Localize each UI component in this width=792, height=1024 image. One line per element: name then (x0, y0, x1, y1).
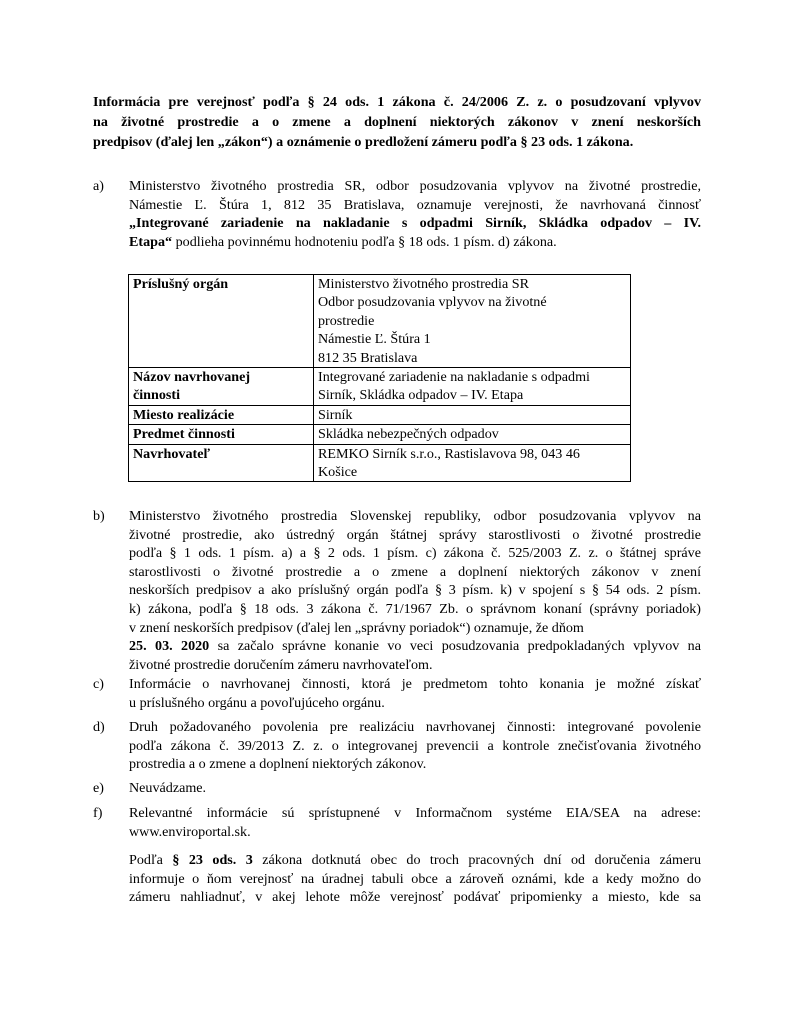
law-section: § 23 ods. 3 (172, 852, 253, 868)
value-line: Integrované zariadenie na nakladanie s odpadmi (318, 369, 590, 386)
item-body (129, 804, 701, 841)
text-run: zákona dotknutá obec do troch pracovných dní od doručenia zámeru (252, 852, 701, 868)
table-row (129, 368, 631, 406)
item-body (129, 507, 701, 674)
text-line (129, 637, 701, 656)
heading-line: na životné prostredie a o zmene a doplnení niektorých zákonov v znení neskorších (93, 114, 701, 130)
text-line: Neuvádzame. (129, 780, 207, 796)
text-line: Informácie o navrhovanej činnosti, ktorá je predmetom tohto konania je možné získať (129, 676, 701, 692)
item-label: f) (93, 805, 103, 821)
value-line: Košice (318, 464, 358, 481)
table-key (129, 368, 314, 406)
table-value (314, 444, 631, 482)
text-line: prostredia a o zmene a doplnení niektorých zákonov. (129, 756, 427, 773)
item-body (129, 718, 701, 774)
table-key: Miesto realizácie (129, 405, 314, 424)
text-line: Ministerstvo životného prostredia Slovenskej republiky, odbor posudzovania vplyvov na (129, 508, 701, 524)
text-line: u príslušného orgánu a povoľujúceho orgánu. (129, 694, 385, 711)
heading-line: Informácia pre verejnosť podľa § 24 ods. 1 zákona č. 24/2006 Z. z. o posudzovaní vplyvov (93, 94, 701, 110)
table-value (314, 275, 631, 368)
info-table (128, 274, 631, 482)
activity-name-end: Etapa“ (129, 233, 173, 250)
table-key: Navrhovateľ (129, 444, 314, 482)
text-run: sa začalo správne konanie vo veci posudzovania predpokladaných vplyvov na (209, 638, 701, 655)
value-line: Námestie Ľ. Štúra 1 (318, 331, 431, 348)
text-line: životné prostredie doručením zámeru navrhovateľom. (129, 656, 433, 673)
table-value (314, 405, 631, 424)
heading-line: predpisov (ďalej len „zákon“) a oznámenie o predložení zámeru podľa § 23 ods. 1 zákona. (93, 134, 634, 150)
item-label: a) (93, 178, 104, 194)
text-line: starostlivosti o životné prostredie a o zmene a doplnení niektorých zákonov v znení (129, 563, 701, 580)
text-line: Relevantné informácie sú sprístupnené v Informačnom systéme EIA/SEA na adrese: (129, 805, 701, 821)
item-label: c) (93, 676, 104, 692)
activity-name: „Integrované zariadenie na nakladanie s odpadmi Sirník, Skládka odpadov – IV. (129, 215, 701, 232)
value-line: Sirník (318, 406, 353, 423)
key-line: činnosti (133, 387, 180, 404)
value-line: Odbor posudzovania vplyvov na životné (318, 294, 547, 311)
value-line: 812 35 Bratislava (318, 349, 418, 366)
item-body (129, 177, 701, 251)
table-row (129, 425, 631, 444)
text-line: neskorších predpisov a ako príslušný orgán podľa § 3 písm. k) v spojení s § 54 ods. 2 písm. (129, 582, 701, 599)
table-value (314, 425, 631, 444)
value-line: prostredie (318, 312, 375, 329)
text-line (129, 233, 701, 252)
item-body (129, 675, 701, 712)
item-label: e) (93, 780, 104, 796)
key-line: Názov navrhovanej (133, 369, 251, 386)
item-label: b) (93, 508, 105, 524)
table-key: Predmet činnosti (129, 425, 314, 444)
text-line: Ministerstvo životného prostredia SR, odbor posudzovania vplyvov na životné prostredie, (129, 178, 701, 194)
value-line: Sirník, Skládka odpadov – IV. Etapa (318, 387, 524, 404)
start-date: 25. 03. 2020 (129, 638, 210, 655)
text-line (129, 851, 701, 870)
value-line: Ministerstvo životného prostredia SR (318, 276, 529, 292)
paragraph-body (129, 851, 701, 907)
text-line: k) zákona, podľa § 18 ods. 3 zákona č. 71/1967 Zb. o správnom konaní (správny poriadok) (129, 600, 701, 617)
text-line (129, 214, 701, 233)
table-key: Príslušný orgán (129, 275, 314, 368)
text-line: v znení neskorších predpisov (ďalej len „správny poriadok“) oznamuje, že dňom (129, 619, 584, 636)
text-line: informuje o ňom verejnosť na úradnej tabuli obce a zároveň oznámi, kde a kedy možno do (129, 870, 701, 887)
item-body (129, 779, 701, 798)
text-line: Námestie Ľ. Štúra 1, 812 35 Bratislava, oznamuje verejnosti, že navrhovaná činnosť (129, 196, 701, 213)
value-line: Skládka nebezpečných odpadov (318, 426, 499, 443)
text-line: www.enviroportal.sk. (129, 823, 251, 840)
value-line: REMKO Sirník s.r.o., Rastislavova 98, 043 46 (318, 445, 580, 462)
table-row (129, 405, 631, 424)
text-line: životné prostredie, ako ústredný orgán štátnej správy starostlivosti o životné prostredie (129, 526, 701, 543)
table-value (314, 368, 631, 406)
item-label: d) (93, 719, 105, 735)
text-line: podľa zákona č. 39/2013 Z. z. o integrovanej prevencii a kontrole znečisťovania životného (129, 737, 701, 754)
text-line: Druh požadovaného povolenia pre realizáciu navrhovanej činnosti: integrované povolenie (129, 719, 701, 735)
text-run: podlieha povinnému hodnoteniu podľa § 18 ods. 1 písm. d) zákona. (172, 233, 557, 250)
text-line: podľa § 1 ods. 1 písm. a) a § 2 ods. 1 písm. c) zákona č. 525/2003 Z. z. o štátnej správe (129, 545, 701, 562)
document-heading (93, 92, 701, 152)
text-run: Podľa (129, 852, 173, 868)
table-row (129, 275, 631, 368)
text-line: zámeru nahliadnuť, v akej lehote môže verejnosť podávať pripomienky a miesto, kde sa (129, 889, 701, 906)
table-row (129, 444, 631, 482)
